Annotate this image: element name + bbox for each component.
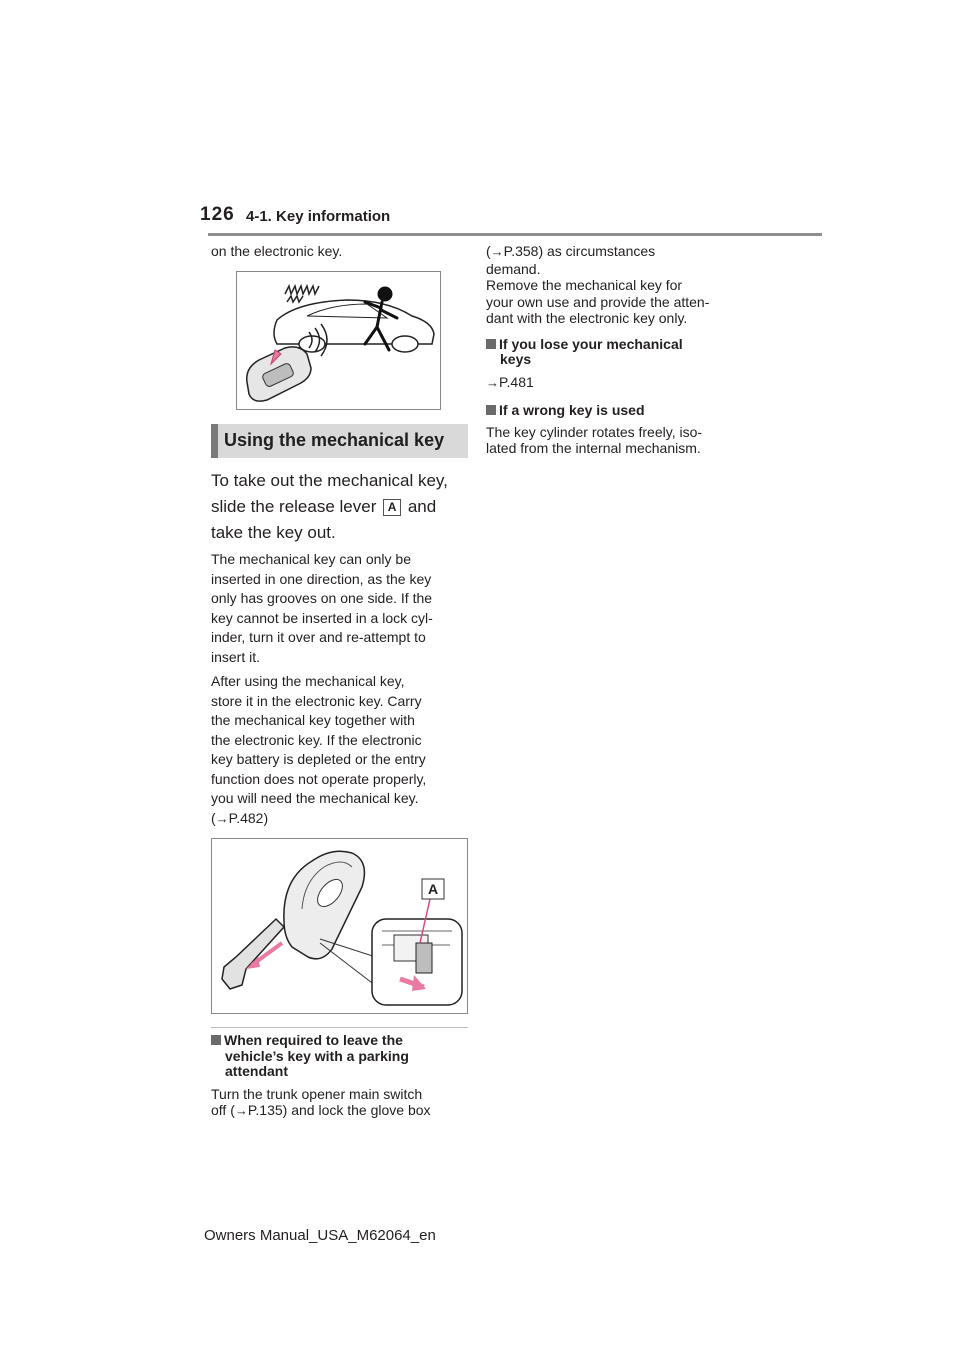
text-line: off (→P.135) and lock the glove box — [211, 1102, 431, 1118]
footer-manual-id: Owners Manual_USA_M62064_en — [204, 1227, 436, 1244]
text-line: the electronic key. If the electronic — [211, 731, 422, 748]
text-line: demand. — [486, 260, 541, 277]
page-reference[interactable]: →P.481 — [486, 373, 534, 390]
electronic-key-illustration — [236, 271, 441, 410]
bullet-square-icon — [211, 1035, 221, 1045]
text-line: insert it. — [211, 648, 261, 665]
text-line: you will need the mechanical key. — [211, 790, 419, 806]
text-line: The key cylinder rotates freely, iso- — [486, 423, 703, 440]
page-reference[interactable]: →P.135 — [234, 1102, 283, 1118]
page-reference[interactable]: →P.358 — [490, 243, 539, 259]
callout-a-label: A — [427, 881, 439, 897]
instruction-line-1: To take out the mechanical key, — [211, 471, 448, 490]
bullet-square-icon — [486, 405, 496, 415]
release-lever-icon — [416, 943, 432, 973]
text-line: the mechanical key together with — [211, 712, 415, 728]
right-column — [486, 243, 776, 457]
sound-waves-icon — [285, 286, 319, 302]
section-title: 4-1. Key information — [246, 208, 391, 225]
arrow-icon: → — [486, 374, 499, 390]
electronic-key-icon — [247, 347, 311, 401]
wrong-key-text — [486, 424, 776, 457]
instruction-text: and — [407, 497, 437, 516]
text-line: The mechanical key can only be — [211, 551, 411, 567]
text-line: inder, turn it over and re-attempt to — [211, 629, 426, 645]
text-line: dant with the electronic key only. — [486, 310, 688, 326]
page-number: 126 — [200, 204, 235, 225]
header-rule — [208, 233, 822, 236]
right-paragraph — [486, 243, 776, 327]
text-line: function does not operate properly, — [211, 770, 427, 787]
text-line: (→P.358) as circumstances — [486, 243, 656, 259]
text-line: Remove the mechanical key for — [486, 277, 683, 293]
arrow-icon: → — [234, 1103, 248, 1118]
text-line: only has grooves on one side. If the — [211, 590, 433, 606]
wrong-key-heading: If a wrong key is used — [486, 403, 776, 419]
page-reference[interactable]: (→P.482) — [211, 809, 269, 826]
arrow-icon: → — [490, 244, 504, 259]
mechanical-key-illustration — [211, 838, 468, 1014]
person-icon — [365, 288, 397, 350]
valet-text — [211, 1086, 469, 1120]
text-line: inserted in one direction, as the key — [211, 570, 432, 587]
lose-keys-heading: If you lose your mechanical keys — [486, 337, 776, 368]
key-fob-icon — [284, 851, 365, 959]
intro-text: on the electronic key. — [211, 243, 343, 259]
reference-text: P.482 — [228, 809, 264, 826]
text-line: After using the mechanical key, — [211, 673, 405, 689]
text-line: lated from the internal mechanism. — [486, 440, 701, 456]
arrow-icon: → — [215, 810, 229, 826]
instruction-text: slide the release lever — [211, 497, 377, 516]
callout-a-label: A — [383, 499, 401, 516]
car-key-drawing — [237, 272, 442, 411]
instruction-line-2 — [211, 497, 436, 517]
text-line: store it in the electronic key. Carry — [211, 692, 422, 709]
valet-section — [211, 1033, 469, 1120]
text-line: Turn the trunk opener main switch — [211, 1085, 423, 1102]
mechanical-key-drawing — [212, 839, 469, 1015]
mechanical-key-icon — [222, 919, 284, 989]
valet-heading: When required to leave the vehicle’s key with a parking attendant — [211, 1033, 469, 1080]
paragraph-key-storage — [211, 672, 469, 828]
section-heading-mechanical-key — [211, 424, 468, 458]
text-line: key cannot be inserted in a lock cyl- — [211, 609, 433, 626]
paragraph-key-insertion — [211, 550, 469, 667]
bullet-square-icon — [486, 339, 496, 349]
figure-divider — [211, 1027, 468, 1028]
text-line: key battery is depleted or the entry — [211, 751, 426, 767]
text-line: your own use and provide the atten- — [486, 293, 710, 310]
instruction-line-3: take the key out. — [211, 523, 336, 542]
section-heading-text: Using the mechanical key — [224, 430, 445, 450]
